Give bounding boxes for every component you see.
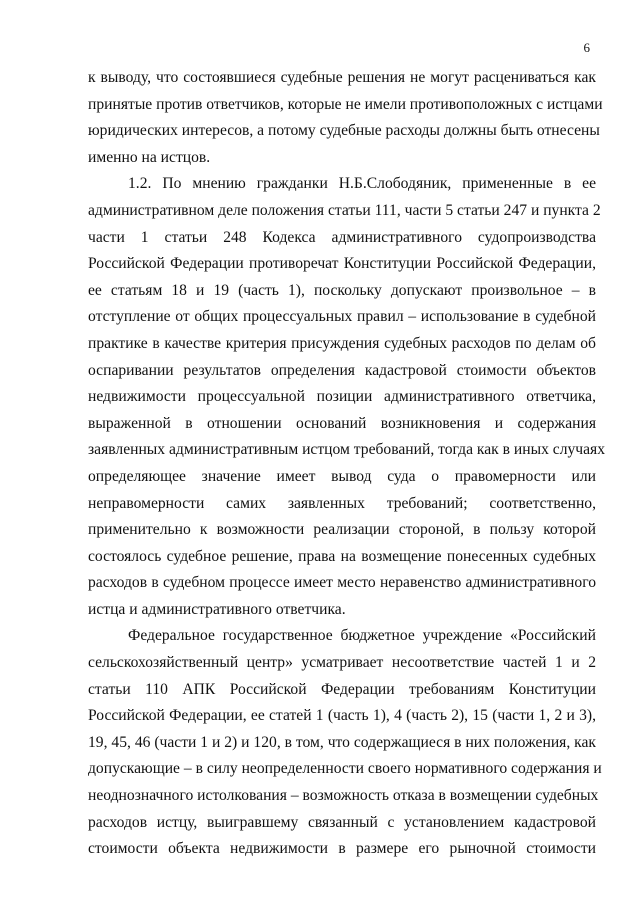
text-line-6: административном деле положения статьи 111, части 5 статьи 247 и пункта 2 <box>88 201 601 219</box>
text-line-7: части 1 статьи 248 Кодекса административного судопроизводства <box>88 228 596 246</box>
text-line-11: практике в качестве критерия присуждения судебных расходов по делам об <box>88 334 596 352</box>
text-line-24: статьи 110 АПК Российской Федерации требованиям Конституции <box>88 680 596 698</box>
text-line-15: заявленных административным истцом требований, тогда как в иных случаях <box>88 441 606 459</box>
text-line-25: Российской Федерации, ее статей 1 (часть 1), 4 (часть 2), 15 (части 1, 2 и 3), <box>88 707 596 725</box>
text-line-10: отступление от общих процессуальных правил – использование в судебной <box>88 308 596 326</box>
text-line-22: Федеральное государственное бюджетное учреждение «Российский <box>128 627 596 645</box>
text-line-14: выраженной в отношении оснований возникновения и содержания <box>88 414 596 432</box>
text-line-21: истца и административного ответчика. <box>88 600 346 618</box>
text-line-29: расходов истцу, выигравшему связанный с установлением кадастровой <box>88 813 596 831</box>
text-line-28: неоднозначного истолкования – возможность отказа в возмещении судебных <box>88 787 599 805</box>
text-line-5: 1.2. По мнению гражданки Н.Б.Слободяник, примененные в ее <box>128 175 596 193</box>
text-line-13: недвижимости процессуальной позиции административного ответчика, <box>88 388 596 406</box>
text-line-20: расходов в судебном процессе имеет место неравенство административного <box>88 574 596 592</box>
text-line-3: юридических интересов, а потому судебные расходы должны быть отнесены <box>88 122 600 140</box>
text-line-9: ее статьям 18 и 19 (часть 1), поскольку допускают произвольное – в <box>88 281 596 299</box>
document-body <box>88 65 606 863</box>
text-line-2: принятые против ответчиков, которые не имели противоположных с истцами <box>88 95 603 113</box>
text-line-23: сельскохозяйственный центр» усматривает несоответствие частей 1 и 2 <box>88 654 596 672</box>
text-line-27: допускающие – в силу неопределенности своего нормативного содержания и <box>88 760 602 778</box>
text-line-30: стоимости объекта недвижимости в размере его рыночной стоимости <box>88 840 596 858</box>
text-line-17: неправомерности самих заявленных требований; соответственно, <box>88 494 596 512</box>
text-line-18: применительно к возможности реализации стороной, в пользу которой <box>88 521 596 539</box>
text-line-26: 19, 45, 46 (части 1 и 2) и 120, в том, что содержащиеся в них положения, как <box>88 733 596 751</box>
text-line-8: Российской Федерации противоречат Конституции Российской Федерации, <box>88 255 596 273</box>
text-line-4: именно на истцов. <box>88 148 211 166</box>
page-number: 6 <box>583 40 590 55</box>
text-line-12: оспаривании результатов определения кадастровой стоимости объектов <box>88 361 596 379</box>
text-line-16: определяющее значение имеет вывод суда о правомерности или <box>88 467 596 485</box>
text-line-1: к выводу, что состоявшиеся судебные решения не могут расцениваться как <box>88 69 596 86</box>
text-line-19: состоялось судебное решение, права на возмещение понесенных судебных <box>88 547 596 565</box>
